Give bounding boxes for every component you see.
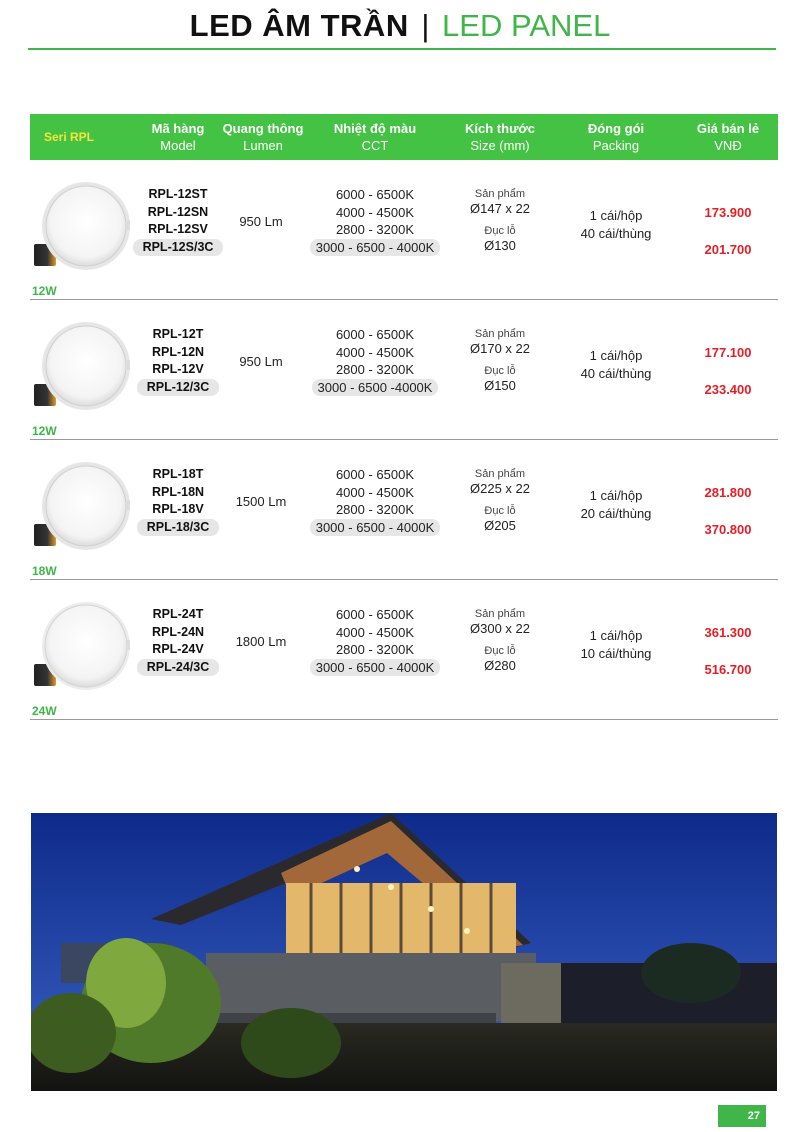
title-divider	[28, 48, 776, 50]
header-lumen-en: Lumen	[243, 138, 283, 153]
model-code: RPL-12V	[152, 362, 204, 376]
packing-info	[558, 207, 674, 243]
header-model	[138, 114, 218, 160]
cct-value: 4000 - 4500K	[335, 484, 415, 500]
size-cutout-label: Đục lỗ	[484, 225, 516, 237]
led-panel-image	[34, 320, 130, 416]
packing-info	[558, 487, 674, 523]
size-cutout-label: Đục lỗ	[484, 645, 516, 657]
price-single: 361.300	[704, 625, 752, 640]
header-packing	[560, 114, 672, 160]
size-product-label: Sản phẩm	[474, 608, 526, 620]
cct-value: 6000 - 6500K	[335, 467, 415, 482]
price-3c: 201.700	[704, 242, 752, 257]
model-list	[130, 326, 226, 396]
lumen-value: 1500 Lm	[235, 494, 287, 509]
lumen-value: 950 Lm	[239, 214, 283, 229]
wattage-label: 24W	[32, 704, 57, 718]
cct-value: 6000 - 6500K	[335, 327, 415, 342]
pack-carton: 40 cái/thùng	[580, 366, 652, 381]
title-bold: LED ÂM TRẦN	[189, 8, 409, 43]
size-product-value: Ø225 x 22	[470, 481, 530, 496]
model-code: RPL-12ST	[148, 187, 208, 201]
header-size	[448, 114, 552, 160]
wattage-label: 18W	[32, 564, 57, 578]
header-packing-en: Packing	[592, 138, 640, 153]
model-code: RPL-12N	[151, 344, 205, 359]
pack-carton: 40 cái/thùng	[580, 226, 652, 241]
product-row	[30, 160, 778, 300]
model-list	[130, 466, 226, 536]
wattage-label: 12W	[32, 424, 57, 438]
title-light: LED PANEL	[442, 8, 611, 43]
model-code: RPL-18V	[152, 502, 204, 516]
led-panel-image	[34, 460, 130, 556]
model-code: RPL-18T	[152, 467, 204, 481]
header-series	[30, 114, 108, 160]
header-size-vi: Kích thước	[465, 121, 535, 136]
header-model-vi: Mã hàng	[151, 121, 205, 136]
model-code: RPL-12SV	[148, 222, 208, 236]
price-3c: 516.700	[704, 662, 752, 677]
model-code: RPL-24V	[152, 642, 204, 656]
pack-box: 1 cái/hộp	[589, 348, 643, 363]
cct-value-3c: 3000 - 6500 - 4000K	[310, 519, 441, 537]
header-price-en: VNĐ	[714, 138, 742, 153]
cct-value: 4000 - 4500K	[335, 344, 415, 360]
price-single: 281.800	[704, 485, 752, 500]
cct-value: 4000 - 4500K	[335, 624, 415, 640]
cct-list	[300, 466, 450, 536]
model-code-3c: RPL-12S/3C	[133, 239, 224, 257]
size-product-label: Sản phẩm	[474, 188, 526, 200]
cct-list	[300, 326, 450, 396]
header-lumen	[218, 114, 308, 160]
pack-carton: 20 cái/thùng	[580, 506, 652, 521]
header-series-label: Seri RPL	[43, 129, 94, 144]
product-row	[30, 580, 778, 720]
model-code: RPL-24T	[152, 607, 204, 621]
cct-list	[300, 606, 450, 676]
size-cutout-value: Ø280	[484, 658, 516, 673]
header-cct-vi: Nhiệt độ màu	[333, 121, 417, 136]
price-single: 173.900	[704, 205, 752, 220]
model-code: RPL-18N	[151, 484, 205, 499]
size-info	[450, 187, 550, 254]
size-product-value: Ø147 x 22	[470, 201, 530, 216]
size-cutout-label: Đục lỗ	[484, 505, 516, 517]
header-cct-en: CCT	[361, 138, 389, 153]
wattage-label: 12W	[32, 284, 57, 298]
lumen-value: 950 Lm	[239, 354, 283, 369]
model-list	[130, 186, 226, 256]
size-cutout-value: Ø205	[484, 518, 516, 533]
model-code-3c: RPL-24/3C	[137, 659, 220, 677]
model-list	[130, 606, 226, 676]
led-panel-image	[34, 600, 130, 696]
row-divider	[30, 719, 778, 720]
header-price-vi: Giá bán lẻ	[696, 121, 760, 136]
cct-value: 2800 - 3200K	[335, 222, 415, 237]
header-lumen-vi: Quang thông	[222, 121, 304, 136]
product-row	[30, 440, 778, 580]
cct-value-3c: 3000 - 6500 -4000K	[312, 379, 439, 397]
pack-box: 1 cái/hộp	[589, 628, 643, 643]
size-cutout-value: Ø130	[484, 238, 516, 253]
table-header	[30, 114, 778, 160]
cct-value-3c: 3000 - 6500 - 4000K	[310, 239, 441, 257]
price-3c: 370.800	[704, 522, 752, 537]
header-cct	[308, 114, 442, 160]
header-price	[682, 114, 774, 160]
header-model-en: Model	[160, 138, 196, 153]
size-info	[450, 607, 550, 674]
cct-value: 6000 - 6500K	[335, 187, 415, 202]
size-info	[450, 327, 550, 394]
header-size-en: Size (mm)	[470, 138, 530, 153]
size-product-value: Ø300 x 22	[470, 621, 530, 636]
cct-value: 4000 - 4500K	[335, 204, 415, 220]
model-code-3c: RPL-18/3C	[137, 519, 220, 537]
cct-value: 2800 - 3200K	[335, 502, 415, 517]
size-info	[450, 467, 550, 534]
size-product-label: Sản phẩm	[474, 328, 526, 340]
page-number: 27	[718, 1105, 766, 1127]
size-product-value: Ø170 x 22	[470, 341, 530, 356]
title-separator: |	[421, 8, 430, 43]
header-packing-vi: Đóng gói	[587, 121, 645, 136]
packing-info	[558, 347, 674, 383]
size-cutout-label: Đục lỗ	[484, 365, 516, 377]
house-night-photo	[31, 813, 777, 1091]
packing-info	[558, 627, 674, 663]
model-code: RPL-12T	[152, 327, 204, 341]
pack-carton: 10 cái/thùng	[580, 646, 652, 661]
page-title	[0, 6, 800, 46]
size-product-label: Sản phẩm	[474, 468, 526, 480]
pack-box: 1 cái/hộp	[589, 208, 643, 223]
cct-value-3c: 3000 - 6500 - 4000K	[310, 659, 441, 677]
cct-list	[300, 186, 450, 256]
cct-value: 2800 - 3200K	[335, 362, 415, 377]
size-cutout-value: Ø150	[484, 378, 516, 393]
lumen-value: 1800 Lm	[235, 634, 287, 649]
product-row	[30, 300, 778, 440]
price-single: 177.100	[704, 345, 752, 360]
cct-value: 6000 - 6500K	[335, 607, 415, 622]
model-code-3c: RPL-12/3C	[137, 379, 220, 397]
model-code: RPL-24N	[151, 624, 205, 639]
model-code: RPL-12SN	[147, 204, 209, 219]
cct-value: 2800 - 3200K	[335, 642, 415, 657]
led-panel-image	[34, 180, 130, 276]
price-3c: 233.400	[704, 382, 752, 397]
pack-box: 1 cái/hộp	[589, 488, 643, 503]
